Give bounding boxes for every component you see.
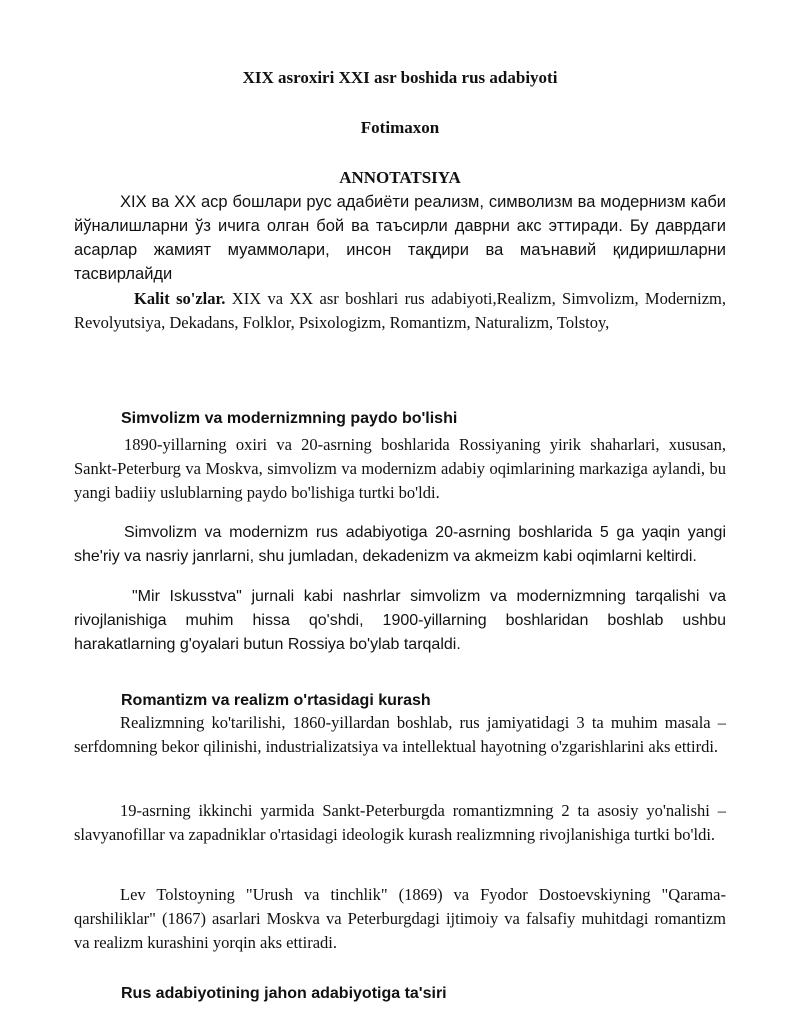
annotation-text: XIX ва XX аср бошлари рус адабиёти реализм, символизм ва модернизм каби йўналишларни ўз ичига олган бой ва таъсирли даврни акс эттиради. Бу даврдаги асарлар жамият муаммолари, инсон тақдири ва маънавий қидиришларни тасвирлайди [74,193,726,283]
section-heading-romanticism: Romantizm va realizm o'rtasidagi kurash [121,692,431,709]
section1-paragraph-1: 1890-yillarning oxiri va 20-asrning boshlarida Rossiyaning yirik shaharlari, xususan, Sankt-Peterburg va Moskva, simvolizm va modernizm adabiy oqimlarining markaziga aylandi, bu yangi badiiy uslublarning paydo bo'lishiga turtki bo'ldi. [74,435,726,502]
section1-paragraph-2: Simvolizm va modernizm rus adabiyotiga 20-asrning boshlarida 5 ga yaqin yangi she'riy va nasriy janrlarni, shu jumladan, dekadenizm va akmeizm kabi oqimlarni keltirdi. [74,524,726,565]
keywords-label: Kalit so'zlar. [134,289,226,308]
section2-paragraph-3: Lev Tolstoyning "Urush va tinchlik" (1869) va Fyodor Dostoevskiyning "Qarama-qarshiliklar" (1867) asarlari Moskva va Peterburgdagi ijtimoiy va falsafiy muhitdagi romantizm va realizm kurashini yorqin aks ettiradi. [74,885,726,952]
keywords-paragraph [74,287,726,335]
section2-paragraph-1: Realizmning ko'tarilishi, 1860-yillardan boshlab, rus jamiyatidagi 3 ta muhim masala – serfdomning bekor qilinishi, industrializatsiya va intellektual hayotning o'zgarishlarini aks ettirdi. [74,713,726,756]
section-heading-symbolism: Simvolizm va modernizmning paydo bo'lishi [121,410,458,427]
document-title: XIX asroxiri XXI asr boshida rus adabiyoti [242,68,558,87]
document-author: Fotimaxon [360,118,440,137]
keywords-text: XIX va XX asr boshlari rus adabiyoti,Realizm, Simvolizm, Modernizm, Revolyutsiya, Dekadans, Folklor, Psixologizm, Romantizm, Naturalizm, Tolstoy, [74,289,727,332]
section1-paragraph-3: "Mir Iskusstva" jurnali kabi nashrlar simvolizm va modernizmning tarqalishi va rivojlanishiga muhim hissa qo'shdi, 1900-yillarning boshlaridan boshlab ushbu harakatlarning g'oyalari butun Rossiya bo'ylab tarqaldi. [74,588,726,653]
section-heading-influence: Rus adabiyotining jahon adabiyotiga ta'siri [121,985,447,1002]
section2-paragraph-2: 19-asrning ikkinchi yarmida Sankt-Peterburgda romantizmning 2 ta asosiy yo'nalishi – slavyanofillar va zapadniklar o'rtasidagi ideologik kurash realizmning rivojlanishiga turtki bo'ldi. [74,801,726,844]
annotation-heading: ANNOTATSIYA [339,168,461,187]
